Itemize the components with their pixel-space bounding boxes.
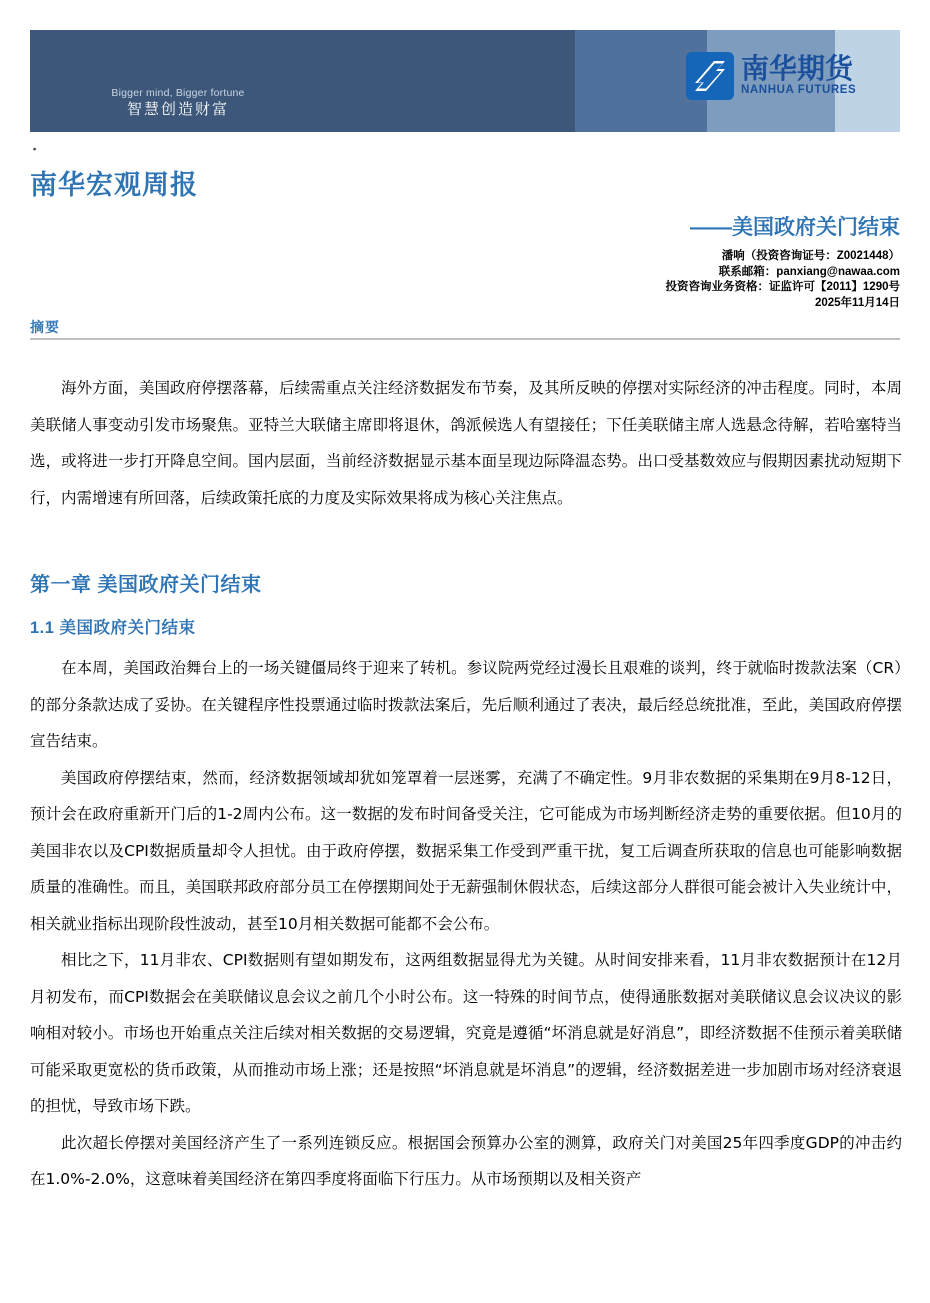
meta-author: 潘响（投资咨询证号：Z0021448） <box>721 250 900 262</box>
logo-english-name: NANHUA FUTURES <box>741 84 857 97</box>
nanhua-logo-icon <box>686 52 734 100</box>
body-paragraph: 此次超长停摆对美国经济产生了一系列连锁反应。根据国会预算办公室的测算，政府关门对美国25年四季度GDP的冲击约在1.0%-2.0%，这意味着美国经济在第四季度将面临下行压力。从市场预期以及相关资产 <box>30 1133 902 1188</box>
section-heading: 1.1 美国政府关门结束 <box>30 619 196 637</box>
body-content <box>30 650 902 1198</box>
tagline-english: Bigger mind, Bigger fortune <box>111 87 245 99</box>
meta-date: 2025年11月14日 <box>814 296 900 309</box>
company-logo <box>686 52 856 100</box>
chapter-heading: 第一章 美国政府关门结束 <box>30 574 262 596</box>
meta-license: 投资咨询业务资格：证监许可【2011】1290号 <box>665 281 900 293</box>
abstract-header <box>30 318 900 340</box>
abstract-body <box>30 370 902 516</box>
page-subtitle: ——美国政府关门结束 <box>690 216 900 239</box>
banner-tagline <box>78 86 278 120</box>
logo-chinese-name: 南华期货 <box>741 52 854 86</box>
abstract-divider <box>30 338 900 340</box>
stray-mark: ▪ <box>33 144 37 154</box>
abstract-label: 摘要 <box>30 319 60 335</box>
document-meta <box>665 249 900 311</box>
banner-band-dark <box>30 30 575 132</box>
abstract-paragraph: 海外方面，美国政府停摆落幕，后续需重点关注经济数据发布节奏，及其所反映的停摆对实际经济的冲击程度。同时，本周美联储人事变动引发市场聚焦。亚特兰大联储主席即将退休，鸽派候选人有望接任；下任美联储主席人选悬念待解，若哈塞特当选，或将进一步打开降息空间。国内层面，当前经济数据显示基本面呈现边际降温态势。出口受基数效应与假期因素扰动短期下行，内需增速有所回落，后续政策托底的力度及实际效果将成为核心关注焦点。 <box>30 379 902 507</box>
body-paragraph: 美国政府停摆结束，然而，经济数据领域却犹如笼罩着一层迷雾，充满了不确定性。9月非农数据的采集期在9月8-12日，预计会在政府重新开门后的1-2周内公布。这一数据的发布时间备受关注，它可能成为市场判断经济走势的重要依据。但10月的美国非农以及CPI数据质量却令人担忧。由于政府停摆，数据采集工作受到严重干扰，复工后调查所获取的信息也可能影响数据质量的准确性。而且，美国联邦政府部分员工在停摆期间处于无薪强制休假状态，后续这部分人群很可能会被计入失业统计中，相关就业指标出现阶段性波动，甚至10月相关数据可能都不会公布。 <box>30 768 902 933</box>
tagline-chinese: 智慧创造财富 <box>126 101 229 118</box>
body-paragraph: 相比之下，11月非农、CPI数据则有望如期发布，这两组数据显得尤为关键。从时间安排来看，11月非农数据预计在12月月初发布，而CPI数据会在美联储议息会议之前几个小时公布。这一特殊的时间节点，使得通胀数据对美联储议息会议决议的影响相对较小。市场也开始重点关注后续对相关数据的交易逻辑，究竟是遵循“坏消息就是好消息”，即经济数据不佳预示着美联储可能采取更宽松的货币政策，从而推动市场上涨；还是按照“坏消息就是坏消息”的逻辑，经济数据差进一步加剧市场对经济衰退的担忧，导致市场下跌。 <box>30 951 902 1115</box>
page-title: 南华宏观周报 <box>30 170 198 200</box>
body-paragraph: 在本周，美国政治舞台上的一场关键僵局终于迎来了转机。参议院两党经过漫长且艰难的谈判，终于就临时拨款法案（CR）的部分条款达成了妥协。在关键程序性投票通过临时拨款法案后，先后顺利通过了表决，最后经总统批准，至此，美国政府停摆宣告结束。 <box>30 659 902 750</box>
logo-wordmark <box>741 52 857 97</box>
meta-email: 联系邮箱：panxiang@nawaa.com <box>718 265 900 278</box>
